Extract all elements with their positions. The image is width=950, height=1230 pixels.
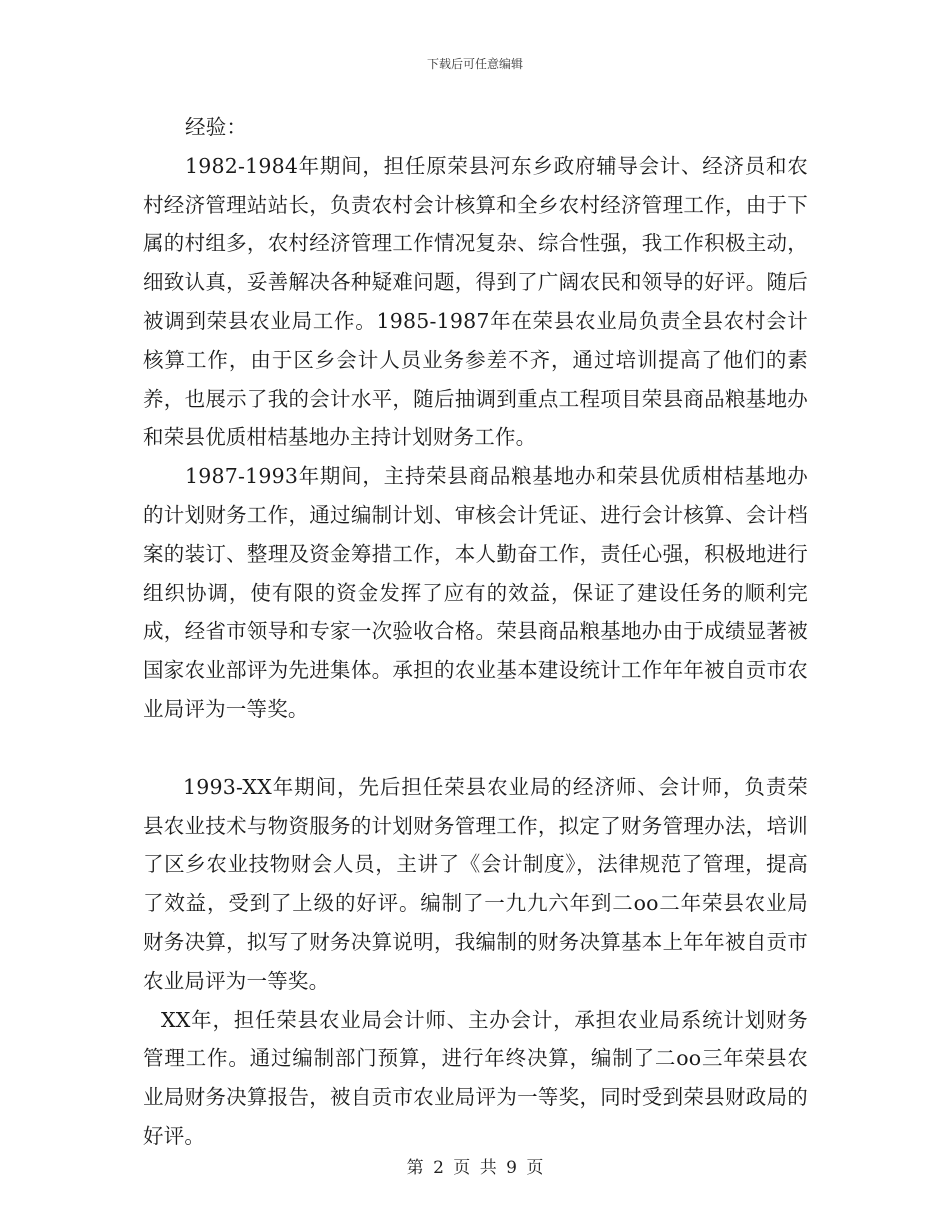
paragraph-1982-1987: 1982-1984年期间，担任原荣县河东乡政府辅导会计、经济员和农村经济管理站站长，负责农村会计核算和全乡农村经济管理工作，由于下属的村组多，农村经济管理工作情况复杂、综合性强，我工作积极主动，细致认真，妥善解决各种疑难问题，得到了广阔农民和领导的好评。随后被调到荣县农业局工作。1985-1987年在荣县农业局负责全县农村会计核算工作，由于区乡会计人员业务参差不齐，通过培训提高了他们的素养，也展示了我的会计水平，随后抽调到重点工程项目荣县商品粮基地办和荣县优质柑桔基地办主持计划财务工作。 [143, 153, 808, 450]
paragraph-1993-xx: 1993-XX年期间，先后担任荣县农业局的经济师、会计师，负责荣县农业技术与物资服务的计划财务管理工作，拟定了财务管理办法，培训了区乡农业技物财会人员，主讲了《会计制度》，法律规范了管理，提高了效益，受到了上级的好评。编制了一九九六年到二oo二年荣县农业局财务决算，拟写了财务决算说明，我编制的财务决算基本上年年被自贡市农业局评为一等奖。 [143, 774, 808, 993]
paragraph-gap [143, 729, 808, 768]
page-header: 下载后可任意编辑 [426, 57, 523, 71]
paragraph-1987-1993: 1987-1993年期间，主持荣县商品粮基地办和荣县优质柑桔基地办的计划财务工作，通过编制计划、审核会计凭证、进行会计核算、会计档案的装订、整理及资金筹措工作，本人勤奋工作，责任心强，积极地进行组织协调，使有限的资金发挥了应有的效益，保证了建设任务的顺利完成，经省市领导和专家一次验收合格。荣县商品粮基地办由于成绩显著被国家农业部评为先进集体。承担的农业基本建设统计工作年年被自贡市农业局评为一等奖。 [143, 464, 808, 721]
page-footer: 第 2 页 共 9 页 [406, 1158, 544, 1178]
heading-experience: 经验： [185, 115, 248, 139]
document-body [143, 108, 808, 1156]
paragraph-xx: XX年，担任荣县农业局会计师、主办会计，承担农业局系统计划财务管理工作。通过编制部门预算，进行年终决算，编制了二oo三年荣县农业局财务决算报告，被自贡市农业局评为一等奖，同时受到荣县财政局的好评。 [143, 1007, 808, 1148]
